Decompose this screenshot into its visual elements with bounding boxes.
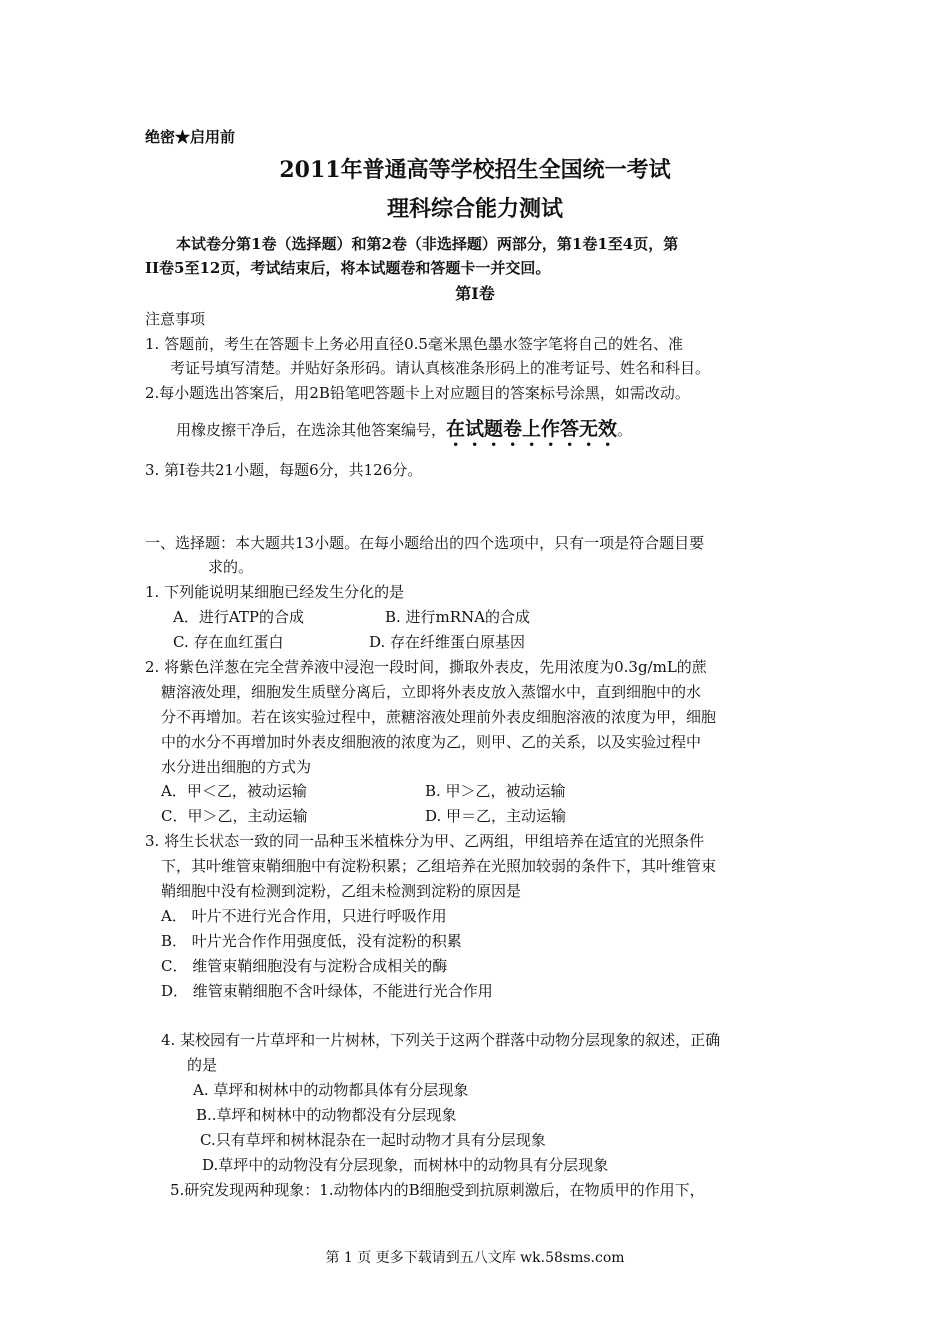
- q5-stem-line-1: 5.研究发现两种现象：1.动物体内的B细胞受到抗原刺激后，在物质甲的作用下，: [170, 1181, 705, 1199]
- note-2-line-2: [176, 418, 632, 451]
- q3-stem-line-3: 鞘细胞中没有检测到淀粉，乙组未检测到淀粉的原因是: [161, 882, 522, 900]
- q4-option-a: A. 草坪和树林中的动物都具体有分层现象: [193, 1081, 469, 1099]
- exam-title: 2011年普通高等学校招生全国统一考试: [279, 157, 671, 183]
- q2-stem-line-3: 分不再增加。若在该实验过程中，蔗糖溶液处理前外表皮细胞溶液的浓度为甲，细胞: [161, 708, 717, 726]
- exam-subtitle: 理科综合能力测试: [386, 196, 563, 222]
- q4-option-b: B..草坪和树林中的动物都没有分层现象: [196, 1106, 457, 1124]
- q1-option-d: D. 存在纤维蛋白原基因: [369, 633, 526, 651]
- note-2-emphasis: 在试题卷上作答无效: [446, 418, 618, 440]
- q3-option-a: A． 叶片不进行光合作用，只进行呼吸作用: [161, 907, 447, 925]
- secret-mark: 绝密★启用前: [145, 128, 236, 146]
- q2-stem-line-5: 水分进出细胞的方式为: [161, 758, 312, 776]
- q3-stem-line-2: 下，其叶维管束鞘细胞中有淀粉积累；乙组培养在光照加较弱的条件下，其叶维管束: [161, 857, 717, 875]
- q3-option-d: D． 维管束鞘细胞不含叶绿体，不能进行光合作用: [161, 982, 493, 1000]
- page-footer: 第 1 页 更多下载请到五八文库 wk.58sms.com: [325, 1250, 625, 1266]
- q1-option-b: B. 进行mRNA的合成: [385, 608, 531, 626]
- q4-stem-line-1: 4. 某校园有一片草坪和一片树林，下列关于这两个群落中动物分层现象的叙述，正确: [161, 1031, 721, 1049]
- q4-stem-line-2: 的是: [187, 1056, 218, 1074]
- volume-title: 第I卷: [455, 284, 495, 303]
- q1-option-c: C. 存在血红蛋白: [173, 633, 284, 651]
- q4-option-d: D.草坪中的动物没有分层现象，而树林中的动物具有分层现象: [202, 1156, 609, 1174]
- intro-line-1: 本试卷分第1卷（选择题）和第2卷（非选择题）两部分，第1卷1至4页，第: [176, 235, 679, 253]
- section-heading-line-2: 求的。: [208, 558, 254, 576]
- q2-stem-line-4: 中的水分不再增加时外表皮细胞液的浓度为乙，则甲、乙的关系，以及实验过程中: [161, 733, 702, 751]
- q2-option-c: C．甲＞乙，主动运输: [161, 807, 308, 825]
- q2-stem-line-2: 糖溶液处理，细胞发生质壁分离后，立即将外表皮放入蒸馏水中，直到细胞中的水: [161, 683, 702, 701]
- notes-heading: 注意事项: [145, 310, 206, 328]
- q3-option-c: C． 维管束鞘细胞没有与淀粉合成相关的酶: [161, 957, 448, 975]
- note-1-line-1: 1. 答题前，考生在答题卡上务必用直径0.5毫米黑色墨水签字笔将自己的姓名、准: [145, 335, 683, 353]
- q3-option-b: B． 叶片光合作作用强度低，没有淀粉的积累: [161, 932, 462, 950]
- q4-option-c: C.只有草坪和树林混杂在一起时动物才具有分层现象: [200, 1131, 546, 1149]
- q3-stem-line-1: 3. 将生长状态一致的同一品种玉米植株分为甲、乙两组，甲组培养在适宜的光照条件: [145, 832, 705, 850]
- q2-option-b: B. 甲＞乙，被动运输: [425, 782, 566, 800]
- q1-stem: 1. 下列能说明某细胞已经发生分化的是: [145, 583, 405, 601]
- note-2-line-1: 2.每小题选出答案后，用2B铅笔吧答题卡上对应题目的答案标号涂黑，如需改动。: [145, 384, 690, 402]
- q1-option-a: A．进行ATP的合成: [173, 608, 304, 626]
- q2-option-a: A．甲＜乙，被动运输: [161, 782, 307, 800]
- section-heading-line-1: 一、选择题：本大题共13小题。在每小题给出的四个选项中，只有一项是符合题目要: [145, 534, 705, 552]
- q2-stem-line-1: 2. 将紫色洋葱在完全营养液中浸泡一段时间，撕取外表皮，先用浓度为0.3g/mL的蔗: [145, 658, 707, 676]
- note-1-line-2: 考证号填写清楚。并贴好条形码。请认真核准条形码上的准考证号、姓名和科目。: [170, 359, 711, 377]
- note-2-text: 用橡皮擦干净后，在选涂其他答案编号，: [176, 421, 447, 439]
- note-2-end: 。: [617, 421, 633, 439]
- intro-line-2: II卷5至12页，考试结束后，将本试题卷和答题卡一并交回。: [145, 259, 551, 277]
- q2-option-d: D. 甲＝乙，主动运输: [425, 807, 567, 825]
- note-3: 3. 第I卷共21小题，每题6分，共126分。: [145, 461, 423, 479]
